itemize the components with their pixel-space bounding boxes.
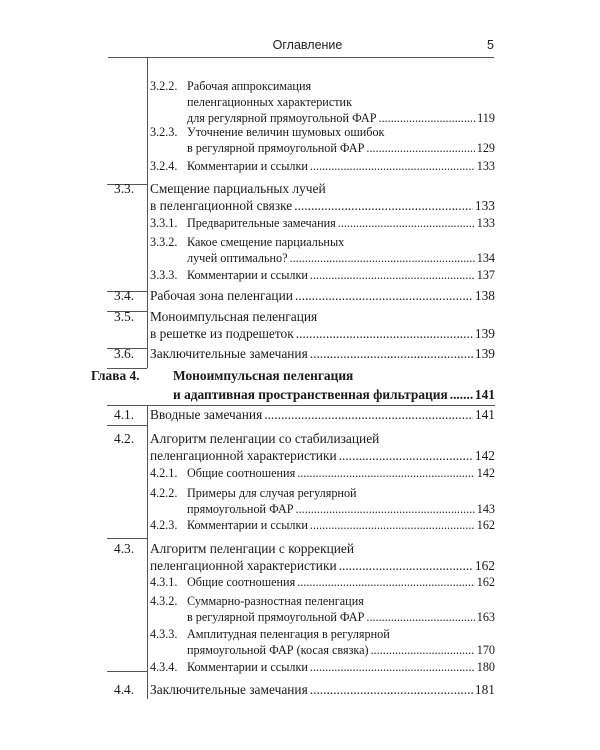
dot-leader: [297, 575, 475, 590]
bracket-line: [147, 58, 148, 184]
bracket-line: [107, 405, 495, 406]
page-number: 5: [487, 38, 494, 52]
running-title: Оглавление: [272, 38, 343, 52]
dot-leader: [379, 111, 476, 126]
entry-number: 3.5.: [114, 309, 135, 324]
entry-page: 181: [474, 682, 495, 697]
entry-title-line: Общие соотношения: [187, 575, 296, 589]
chapter-number: Глава 4.: [91, 368, 140, 383]
entry-number: 4.2.3.: [150, 518, 178, 532]
entry-title-line: Общие соотношения: [187, 466, 296, 480]
bracket-line: [107, 671, 147, 672]
bracket-line: [147, 291, 148, 311]
entry-page: 162: [474, 558, 495, 573]
dot-leader: [310, 346, 473, 361]
entry-number: 3.3.: [114, 181, 135, 196]
dot-leader: [371, 643, 475, 658]
entry-number: 4.2.: [114, 431, 135, 446]
entry-number: 4.2.1.: [150, 466, 178, 480]
entry-number: 4.3.4.: [150, 660, 178, 674]
dot-leader: [310, 159, 475, 174]
entry-title-line: Какое смещение парциальных: [187, 235, 345, 249]
entry-title-line: Заключительные замечания: [150, 346, 308, 361]
dot-leader: [264, 407, 473, 422]
entry-number: 3.2.3.: [150, 125, 178, 139]
entry-title-line: Смещение парциальных лучей: [150, 181, 326, 196]
entry-page: 129: [476, 141, 495, 155]
dot-leader: [310, 660, 475, 675]
entry-page: 162: [476, 518, 495, 532]
entry-title-line: пеленгационной характеристики: [150, 448, 337, 463]
entry-title-line: Заключительные замечания: [150, 682, 308, 697]
dot-leader: [310, 518, 475, 533]
entry-title-line: в регулярной прямоугольной ФАР: [187, 610, 365, 624]
entry-page: 134: [476, 251, 495, 265]
entry-page: 163: [476, 610, 495, 624]
entry-page: 162: [476, 575, 495, 589]
entry-number: 4.2.2.: [150, 486, 178, 500]
bracket-line: [107, 538, 147, 539]
entry-title-line: пеленгационных характеристик: [187, 95, 353, 109]
dot-leader: [296, 502, 475, 517]
entry-title-line: Примеры для случая регулярной: [187, 486, 357, 500]
entry-title-line: Рабочая аппроксимация: [187, 79, 312, 93]
entry-page: 138: [474, 288, 495, 303]
bracket-line: [147, 538, 148, 671]
entry-page: 141: [474, 407, 495, 422]
entry-page: 142: [476, 466, 495, 480]
entry-page: 143: [476, 502, 495, 516]
dot-leader: [310, 268, 475, 283]
page-header: [108, 38, 494, 58]
dot-leader: [366, 141, 474, 156]
bracket-line: [147, 184, 148, 291]
dot-leader: [296, 326, 473, 341]
bracket-line: [147, 311, 148, 348]
entry-number: 4.3.: [114, 541, 135, 556]
entry-page: 142: [474, 448, 495, 463]
entry-number: 3.3.3.: [150, 268, 178, 282]
entry-title-line: прямоугольной ФАР (косая связка): [187, 643, 369, 657]
entry-number: 4.1.: [114, 407, 135, 422]
entry-title-line: в решетке из подрешеток: [150, 326, 294, 341]
entry-title-line: Моноимпульсная пеленгация: [150, 309, 318, 324]
entry-title-line: Вводные замечания: [150, 407, 263, 422]
entry-page: 139: [474, 346, 495, 361]
entry-number: 3.2.4.: [150, 159, 178, 173]
entry-number: 4.4.: [114, 682, 135, 697]
entry-page: 133: [476, 159, 495, 173]
entry-title-line: Комментарии и ссылки: [187, 268, 308, 282]
dot-leader: [297, 466, 475, 481]
entry-page: 139: [474, 326, 495, 341]
entry-title-line: Комментарии и ссылки: [187, 518, 308, 532]
entry-page: 141: [474, 387, 495, 402]
entry-title-line: Комментарии и ссылки: [187, 159, 308, 173]
dot-leader: [294, 198, 473, 213]
entry-title-line: Алгоритм пеленгации со стабилизацией: [150, 431, 380, 446]
entry-number: 3.3.2.: [150, 235, 178, 249]
entry-number: 3.6.: [114, 346, 135, 361]
entry-title-line: пеленгационной характеристики: [150, 558, 337, 573]
entry-title-line: в пеленгационной связке: [150, 198, 293, 213]
entry-number: 3.2.2.: [150, 79, 178, 93]
entry-title-line: в регулярной прямоугольной ФАР: [187, 141, 365, 155]
entry-title-line: Рабочая зона пеленгации: [150, 288, 293, 303]
entry-number: 3.4.: [114, 288, 135, 303]
bracket-line: [147, 671, 148, 699]
entry-title-line: Комментарии и ссылки: [187, 660, 308, 674]
entry-page: 133: [474, 198, 495, 213]
bracket-line: [107, 425, 147, 426]
bracket-line: [147, 405, 148, 425]
dot-leader: [339, 558, 473, 573]
dot-leader: [295, 288, 473, 303]
chapter-title-line: Моноимпульсная пеленгация: [173, 368, 354, 383]
dot-leader: [450, 387, 473, 402]
entry-title-line: для регулярной прямоугольной ФАР: [187, 111, 377, 125]
entry-page: 180: [476, 660, 495, 674]
entry-number: 4.3.2.: [150, 594, 178, 608]
entry-title-line: Алгоритм пеленгации с коррекцией: [150, 541, 355, 556]
entry-title-line: Амплитудная пеленгация в регулярной: [187, 627, 390, 641]
dot-leader: [366, 610, 474, 625]
chapter-title-line: и адаптивная пространственная фильтрация: [173, 387, 448, 402]
entry-title-line: Суммарно-разностная пеленгация: [187, 594, 364, 608]
bracket-line: [147, 348, 148, 368]
entry-title-line: прямоугольной ФАР: [187, 502, 294, 516]
entry-number: 3.3.1.: [150, 216, 178, 230]
dot-leader: [339, 448, 473, 463]
dot-leader: [290, 251, 475, 266]
entry-number: 4.3.3.: [150, 627, 178, 641]
dot-leader: [338, 216, 475, 231]
entry-title-line: лучей оптимально?: [187, 251, 288, 265]
dot-leader: [310, 682, 473, 697]
bracket-line: [147, 425, 148, 538]
entry-page: 119: [477, 111, 495, 125]
entry-title-line: Уточнение величин шумовых ошибок: [187, 125, 385, 139]
entry-page: 133: [476, 216, 495, 230]
entry-title-line: Предварительные замечания: [187, 216, 336, 230]
entry-page: 170: [476, 643, 495, 657]
entry-number: 4.3.1.: [150, 575, 178, 589]
entry-page: 137: [476, 268, 495, 282]
